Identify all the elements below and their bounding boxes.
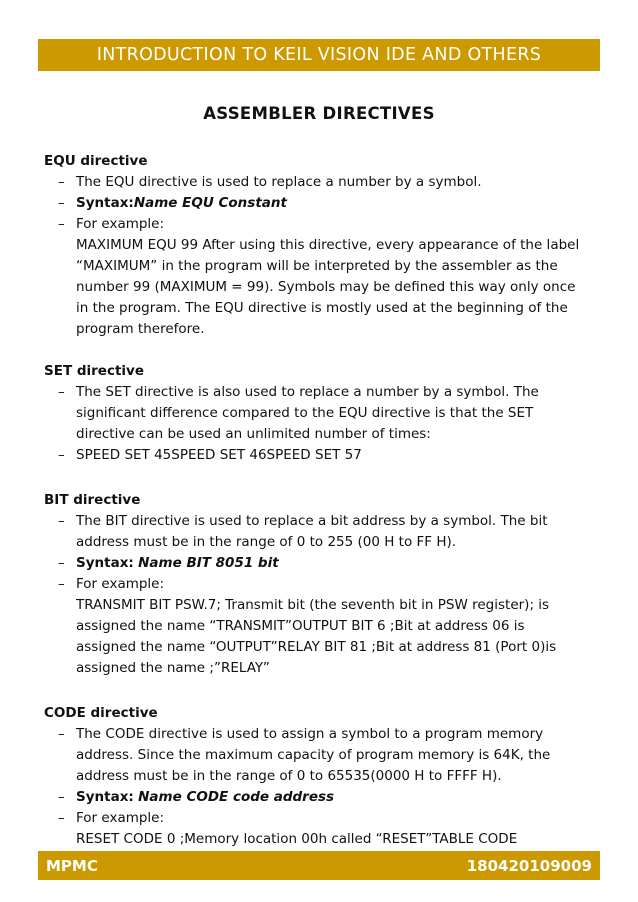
item-text: The CODE directive is used to assign a symbol to a program memory address. Since the maximum capacity of program memory is 64K, the address must be in the range of 0 to 65535(0000 H to FFFF H).	[76, 726, 551, 784]
bullet-list	[44, 382, 584, 466]
header-title: INTRODUCTION TO KEIL VISION IDE AND OTHERS	[96, 45, 542, 65]
syntax-label: Syntax:	[76, 555, 134, 571]
item-text: SPEED SET 45SPEED SET 46SPEED SET 57	[76, 447, 362, 463]
item-text: The EQU directive is used to replace a number by a symbol.	[76, 174, 482, 190]
example-text: TRANSMIT BIT PSW.7; Transmit bit (the seventh bit in PSW register); is assigned the name “TRANSMIT”OUTPUT BIT 6 ;Bit at address 06 is assigned the name “OUTPUT”RELAY BIT 81 ;Bit at address 81 (Port 0)is assigned the name ;”RELAY”	[76, 597, 557, 676]
section-equ	[44, 151, 584, 340]
syntax-value: Name CODE code address	[138, 789, 335, 805]
item-text: The BIT directive is used to replace a bit address by a symbol. The bit address must be in the range of 0 to 255 (00 H to FF H).	[76, 513, 548, 550]
list-item	[44, 382, 584, 445]
list-item	[44, 193, 584, 214]
document-body	[44, 151, 584, 892]
section-heading: EQU directive	[44, 153, 148, 169]
example-label: – For example:	[76, 576, 165, 592]
syntax-label: Syntax:	[76, 789, 134, 805]
example-text: MAXIMUM EQU 99 After using this directive, every appearance of the label “MAXIMUM” in the program will be interpreted by the assembler as the number 99 (MAXIMUM = 99). Symbols may be defined this way only once in the program. The EQU directive is mostly used at the beginning of the program therefore.	[76, 237, 580, 337]
section-heading: SET directive	[44, 363, 144, 379]
footer-enrollment-number: 180420109009	[466, 856, 592, 875]
bullet-list	[44, 511, 584, 679]
list-item	[44, 172, 584, 193]
example-label: – For example:	[76, 216, 165, 232]
example-label: – For example:	[76, 810, 165, 826]
list-item	[44, 445, 584, 466]
footer-banner	[38, 851, 600, 880]
section-bit	[44, 490, 584, 679]
bullet-list	[44, 724, 584, 871]
list-item	[44, 553, 584, 574]
item-text: The SET directive is also used to replace a number by a symbol. The significant difference compared to the EQU directive is that the SET directive can be used an unlimited number of times:	[76, 384, 539, 442]
list-item	[44, 574, 584, 679]
page-title: ASSEMBLER DIRECTIVES	[203, 104, 435, 123]
section-heading: CODE directive	[44, 705, 158, 721]
syntax-value: Name EQU Constant	[133, 195, 287, 211]
bullet-list	[44, 172, 584, 340]
list-item	[44, 787, 584, 808]
section-code	[44, 703, 584, 871]
example-text: RESET CODE 0 ;Memory location 00h called “RESET”TABLE CODE	[76, 831, 518, 847]
section-set	[44, 361, 584, 466]
section-heading: BIT directive	[44, 492, 141, 508]
footer-subject: MPMC	[46, 856, 98, 875]
syntax-value: Name BIT 8051 bit	[138, 555, 279, 571]
list-item	[44, 214, 584, 340]
header-banner	[38, 39, 600, 71]
list-item	[44, 724, 584, 787]
syntax-label: Syntax:	[76, 195, 134, 211]
list-item	[44, 511, 584, 553]
